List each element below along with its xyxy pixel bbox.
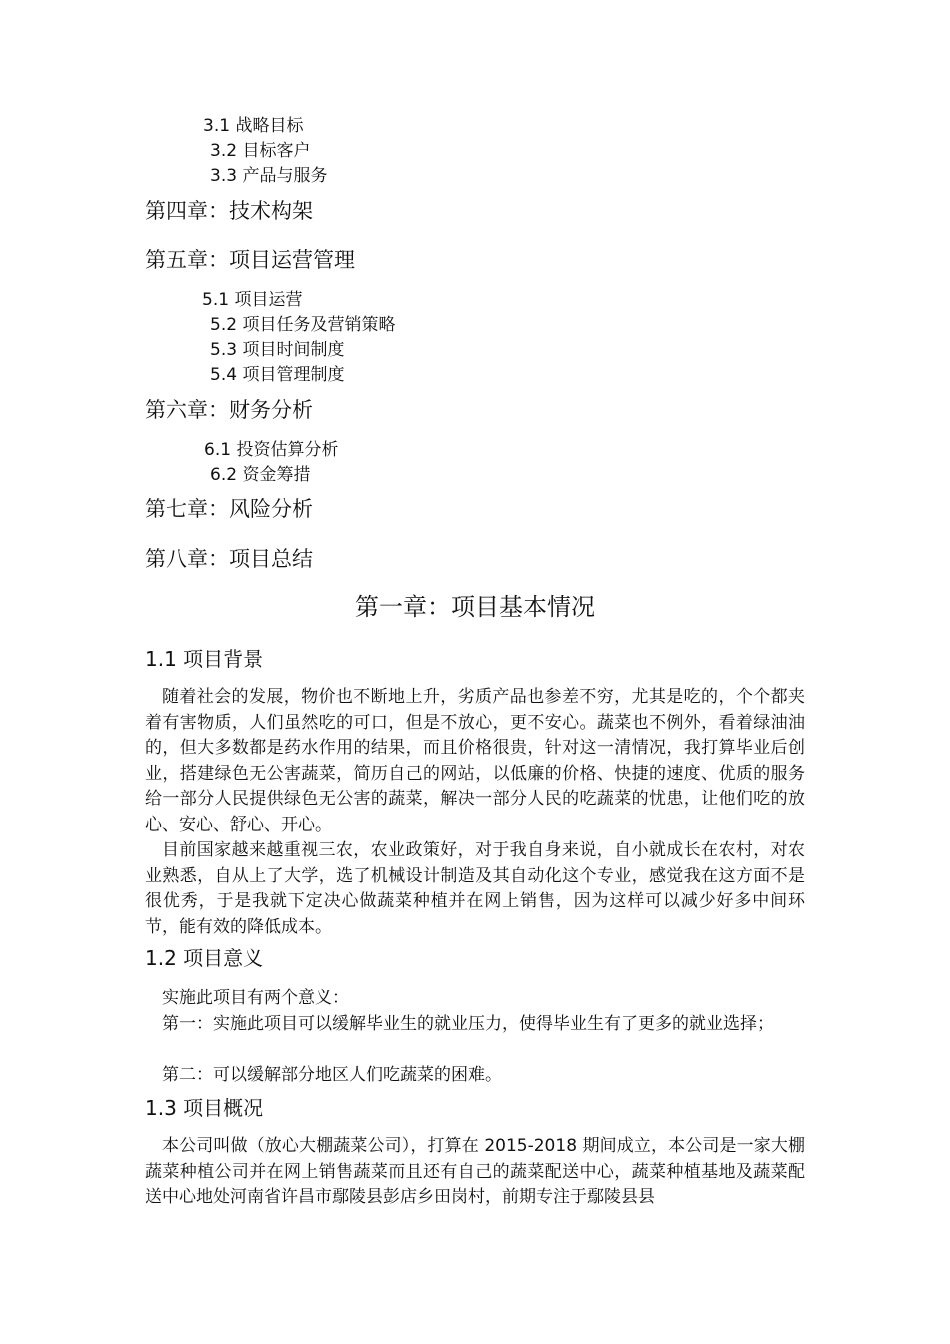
- chapter-title: 第一章：项目基本情况: [355, 593, 595, 621]
- paragraph-significance-first: 第一：实施此项目可以缓解毕业生的就业压力，使得毕业生有了更多的就业选择；: [162, 1014, 774, 1034]
- toc-chapter-4: 第四章：技术构架: [145, 199, 313, 223]
- section-heading-1-3: 1.3 项目概况: [145, 1096, 264, 1120]
- toc-chapter-8: 第八章：项目总结: [145, 547, 313, 571]
- paragraph-background-1: 随着社会的发展，物价也不断地上升，劣质产品也参差不穷，尤其是吃的，个个都夹着有害物质，人们虽然吃的可口，但是不放心，更不安心。蔬菜也不例外，看着绿油油的，但大多数都是药水作用的结果，而且价格很贵，针对这一清情况，我打算毕业后创业，搭建绿色无公害蔬菜，简历自己的网站，以低廉的价格、快捷的速度、优质的服务给一部分人民提供绿色无公害的蔬菜，解决一部分人民的吃蔬菜的忧患，让他们吃的放心、安心、舒心、开心。: [145, 687, 805, 835]
- paragraph-significance-intro: 实施此项目有两个意义：: [162, 988, 349, 1008]
- toc-item-6-1: 6.1 投资估算分析: [204, 440, 339, 460]
- toc-item-5-2: 5.2 项目任务及营销策略: [210, 315, 396, 335]
- paragraph-overview: 本公司叫做（放心大棚蔬菜公司），打算在 2015-2018 期间成立，本公司是一家大棚蔬菜种植公司并在网上销售蔬菜而且还有自己的蔬菜配送中心，蔬菜种植基地及蔬菜配送中心地处河南省许昌市鄢陵县彭店乡田岗村，前期专注于鄢陵县县: [145, 1136, 805, 1207]
- section-heading-1-1: 1.1 项目背景: [145, 647, 264, 671]
- toc-item-5-4: 5.4 项目管理制度: [210, 365, 345, 385]
- paragraph-background-2: 目前国家越来越重视三农，农业政策好，对于我自身来说，自小就成长在农村，对农业熟悉，自从上了大学，选了机械设计制造及其自动化这个专业，感觉我在这方面不是很优秀，于是我就下定决心做蔬菜种植并在网上销售，因为这样可以减少好多中间环节，能有效的降低成本。: [145, 840, 805, 937]
- toc-item-6-2: 6.2 资金筹措: [210, 465, 311, 485]
- toc-item-3-3: 3.3 产品与服务: [210, 166, 328, 186]
- toc-chapter-5: 第五章：项目运营管理: [145, 248, 355, 272]
- section-heading-1-2: 1.2 项目意义: [145, 946, 264, 970]
- toc-item-3-1: 3.1 战略目标: [203, 116, 304, 136]
- paragraph-significance-second: 第二：可以缓解部分地区人们吃蔬菜的困难。: [162, 1065, 502, 1085]
- toc-item-3-2: 3.2 目标客户: [210, 141, 311, 161]
- toc-chapter-6: 第六章：财务分析: [145, 398, 313, 422]
- toc-item-5-1: 5.1 项目运营: [202, 290, 303, 310]
- toc-chapter-7: 第七章：风险分析: [145, 497, 313, 521]
- toc-item-5-3: 5.3 项目时间制度: [210, 340, 345, 360]
